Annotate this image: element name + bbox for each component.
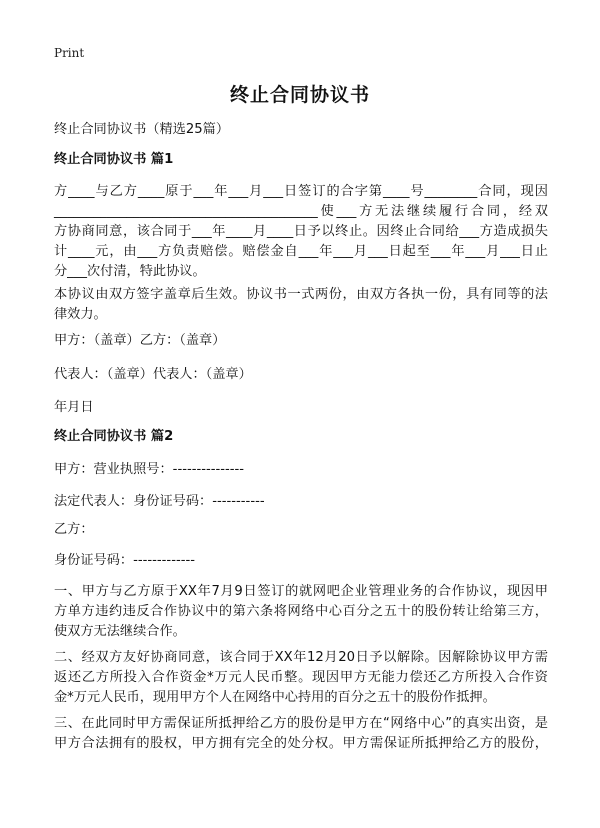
text-line: 律效力。 bbox=[54, 307, 107, 322]
text-line: 本协议由双方签字盖章后生效。协议书一式两份，由双方各执一份，具有同等的法 bbox=[54, 287, 548, 302]
article-1-paragraph-1 bbox=[54, 182, 548, 282]
text-line: 方____与乙方____原于___年___月___日签订的合字第____号________合同，现因 bbox=[54, 184, 548, 199]
text-line: 甲方合法拥有的股权，甲方拥有完全的处分权。甲方需保证所抵押给乙方的股份， bbox=[54, 736, 548, 751]
document-subtitle: 终止合同协议书（精选25篇） bbox=[54, 122, 230, 137]
text-line: 分___次付清，特此协议。 bbox=[54, 264, 206, 279]
party-a-license-field: 甲方：营业执照号：--------------- bbox=[54, 462, 245, 477]
text-line: 金*万元人民币，现用甲方个人在网络中心持用的百分之五十的股份作抵押。 bbox=[54, 690, 496, 705]
signature-line-representatives: 代表人：（盖章）代表人：（盖章） bbox=[54, 367, 252, 382]
legal-representative-field: 法定代表人：身份证号码：----------- bbox=[54, 494, 265, 509]
text-line: 计____元，由___方负责赔偿。赔偿金自___年___月___日起至___年___月___日止 bbox=[54, 244, 548, 259]
article-1-paragraph-2 bbox=[54, 285, 548, 325]
article-2-heading: 终止合同协议书 篇2 bbox=[54, 429, 174, 444]
clause-1 bbox=[54, 582, 548, 642]
signature-line-parties: 甲方：（盖章）乙方：（盖章） bbox=[54, 333, 226, 348]
text-line: 方协商同意，该合同于___年____月____日予以终止。因终止合同给___方造成损失 bbox=[54, 224, 548, 239]
date-line: 年月日 bbox=[54, 400, 94, 415]
text-line: ________________________________________使___方无法继续履行合同，经双 bbox=[54, 204, 548, 219]
clause-3 bbox=[54, 714, 548, 754]
article-1-heading: 终止合同协议书 篇1 bbox=[54, 152, 174, 167]
text-line: 三、在此同时甲方需保证所抵押给乙方的股份是甲方在“网络中心”的真实出资，是 bbox=[54, 716, 548, 731]
id-number-field: 身份证号码：------------- bbox=[54, 553, 195, 568]
text-line: 二、经双方友好协商同意，该合同于XX年12月20日予以解除。因解除协议甲方需 bbox=[54, 650, 548, 665]
text-line: 返还乙方所投入合作资金*万元人民币整。现因甲方无能力偿还乙方所投入合作资 bbox=[54, 670, 548, 685]
party-b-field: 乙方： bbox=[54, 522, 94, 537]
document-title: 终止合同协议书 bbox=[229, 84, 370, 106]
text-line: 方单方违约违反合作协议中的第六条将网络中心百分之五十的股份转让给第三方， bbox=[54, 604, 548, 619]
text-line: 一、甲方与乙方原于XX年7月9日签订的就网吧企业管理业务的合作协议，现因甲 bbox=[54, 584, 548, 599]
print-link[interactable]: Print bbox=[54, 46, 85, 60]
clause-2 bbox=[54, 648, 548, 708]
text-line: 使双方无法继续合作。 bbox=[54, 624, 186, 639]
